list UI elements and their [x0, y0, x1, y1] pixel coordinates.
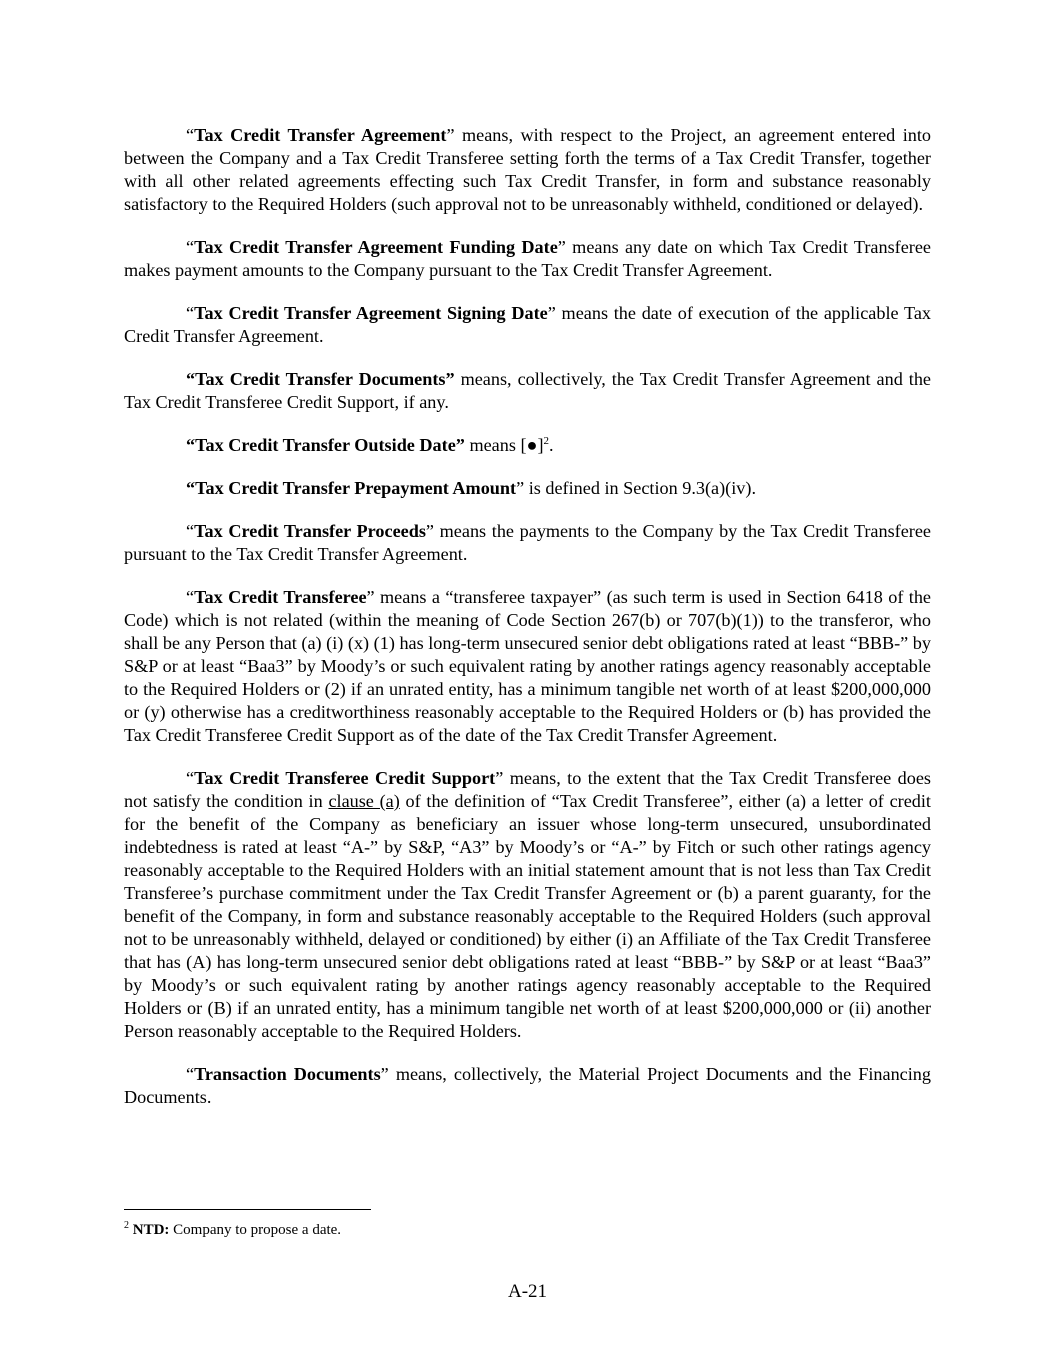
definition-text-end: .	[549, 435, 554, 455]
close-quote: ”	[446, 125, 455, 145]
footnote-text: Company to propose a date.	[169, 1222, 342, 1238]
open-quote: “	[186, 521, 195, 541]
definition-funding-date	[124, 236, 931, 282]
definition-text: means [●]	[464, 435, 544, 455]
definition-text: means the payments to the Company by the Tax Credit Transferee pursuant to the Tax Credit Transfer Agreement.	[124, 521, 931, 564]
defined-term: Tax Credit Transfer Agreement Signing Date	[194, 303, 548, 323]
close-quote: ”	[516, 478, 525, 498]
page-number: A-21	[507, 1281, 548, 1302]
defined-term: “Tax Credit Transfer Prepayment Amount	[186, 478, 517, 498]
defined-term: Transaction Documents	[194, 1064, 381, 1084]
footnote	[124, 1220, 931, 1240]
definition-text: means, collectively, the Material Project Documents and the Financing Documents.	[124, 1064, 931, 1107]
open-quote: “	[186, 125, 195, 145]
definition-tax-credit-transferee	[124, 586, 931, 747]
definition-text: means the date of execution of the applicable Tax Credit Transfer Agreement.	[124, 303, 931, 346]
open-quote: “	[186, 768, 195, 788]
open-quote: “	[186, 303, 195, 323]
clause-reference: clause (a)	[328, 791, 400, 811]
definitions-section	[124, 124, 931, 1109]
defined-term: Tax Credit Transfer Agreement	[194, 125, 447, 145]
definition-signing-date	[124, 302, 931, 348]
defined-term: “Tax Credit Transfer Documents”	[186, 369, 455, 389]
definition-tax-credit-transfer-agreement	[124, 124, 931, 216]
definition-text: means any date on which Tax Credit Transferee makes payment amounts to the Company pursuant to the Tax Credit Transfer Agreement.	[124, 237, 931, 280]
open-quote: “	[186, 587, 195, 607]
close-quote: ”	[495, 768, 504, 788]
defined-term: Tax Credit Transferee	[194, 587, 367, 607]
definition-text: means, to the extent that the Tax Credit Transferee does not satisfy the condition in	[124, 768, 931, 811]
close-quote: ”	[380, 1064, 389, 1084]
definition-outside-date	[124, 434, 931, 457]
definition-transferee-credit-support	[124, 767, 931, 1043]
defined-term: “Tax Credit Transfer Outside Date”	[186, 435, 465, 455]
footnote-reference[interactable]: 2	[543, 434, 550, 447]
definition-transfer-proceeds	[124, 520, 931, 566]
footnote-label: NTD:	[132, 1222, 170, 1238]
definition-text-end: of the definition of “Tax Credit Transferee”, either (a) a letter of credit for the benefit of the Company as beneficiary an issuer whose long-term unsecured, unsubordinated indebtedness is rated at least “A-” by S&P, “A3” by Moody’s or “A-” by Fitch or such other ratings agency reasonably acceptable to the Required Holders with an initial statement amount that is not less than Tax Credit Transferee’s purchase commitment under the Tax Credit Transfer Agreement or (b) a parent guaranty, for the benefit of the Company, in form and substance reasonably acceptable to the Required Holders (such approval not to be unreasonably withheld, delayed or conditioned) by either (i) an Affiliate of the Tax Credit Transferee that has (A) has long-term unsecured senior debt obligations rated at least “BBB-” by S&P or at least “Baa3” by Moody’s or such equivalent rating by another ratings agency reasonably acceptable to the Required Holders or (B) if an unrated entity, has a minimum tangible net worth of at least $200,000,000 or (ii) another Person reasonably acceptable to the Required Holders.	[124, 791, 931, 1041]
close-quote: ”	[425, 521, 434, 541]
definition-text: means, collectively, the Tax Credit Transfer Agreement and the Tax Credit Transferee Credit Support, if any.	[124, 369, 931, 412]
definition-transfer-documents	[124, 368, 931, 414]
defined-term: Tax Credit Transferee Credit Support	[194, 768, 496, 788]
close-quote: ”	[547, 303, 556, 323]
definition-prepayment-amount	[124, 477, 931, 500]
open-quote: “	[186, 237, 195, 257]
definition-transaction-documents	[124, 1063, 931, 1109]
close-quote: ”	[557, 237, 566, 257]
defined-term: Tax Credit Transfer Agreement Funding Date	[194, 237, 558, 257]
open-quote: “	[186, 1064, 195, 1084]
defined-term: Tax Credit Transfer Proceeds	[194, 521, 426, 541]
footnote-number: 2	[124, 1220, 129, 1231]
footnote-separator	[124, 1209, 371, 1210]
close-quote: ”	[366, 587, 375, 607]
definition-text: means, with respect to the Project, an agreement entered into between the Company and a Tax Credit Transferee setting forth the terms of a Tax Credit Transfer, together with all other related agreements effecting such Tax Credit Transfer, in form and substance reasonably satisfactory to the Required Holders (such approval not to be unreasonably withheld, conditioned or delayed).	[124, 125, 932, 214]
definition-text: means a “transferee taxpayer” (as such term is used in Section 6418 of the Code) which is not related (within the meaning of Code Section 267(b) or 707(b)(1)) to the transferor, who shall be any Person that (a) (i) (x) (1) has long-term unsecured senior debt obligations rated at least “BBB-” by S&P or at least “Baa3” by Moody’s or such equivalent rating by another ratings agency reasonably acceptable to the Required Holders or (2) if an unrated entity, has a minimum tangible net worth of at least $200,000,000 or (y) otherwise has a creditworthiness reasonably acceptable to the Required Holders or (b) has provided the Tax Credit Transferee Credit Support as of the date of the Tax Credit Transfer Agreement.	[124, 587, 932, 745]
definition-text: is defined in Section 9.3(a)(iv).	[524, 478, 756, 498]
